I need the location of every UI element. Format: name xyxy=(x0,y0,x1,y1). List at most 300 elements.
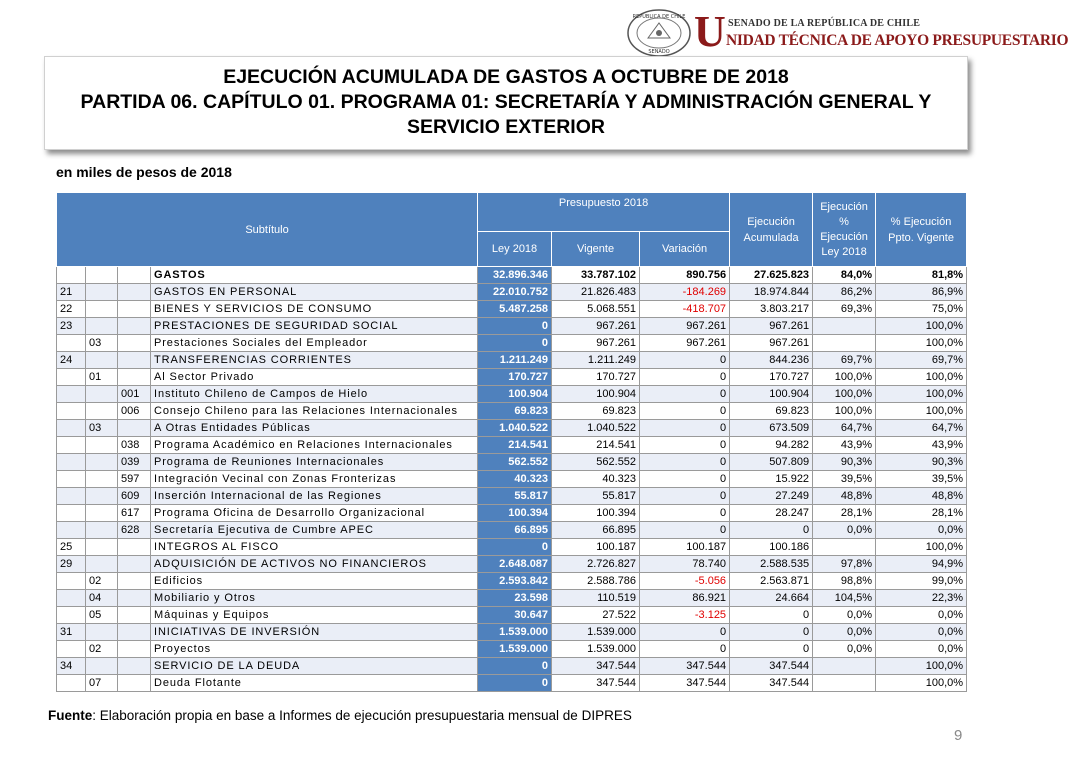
cell-variacion: 0 xyxy=(640,505,730,522)
cell-asignacion xyxy=(118,607,151,624)
cell-asignacion: 609 xyxy=(118,488,151,505)
cell-ley: 30.647 xyxy=(478,607,552,624)
cell-denominacion: INICIATIVAS DE INVERSIÓN xyxy=(151,624,478,641)
cell-ejecucion: 0 xyxy=(730,522,813,539)
cell-pct-ley: 0,0% xyxy=(813,522,876,539)
cell-variacion: 0 xyxy=(640,386,730,403)
cell-asignacion: 006 xyxy=(118,403,151,420)
title-line-1: EJECUCIÓN ACUMULADA DE GASTOS A OCTUBRE DE 2018 xyxy=(223,66,789,88)
cell-vigente: 2.726.827 xyxy=(552,556,640,573)
cell-item xyxy=(86,454,118,471)
cell-item xyxy=(86,539,118,556)
cell-item xyxy=(86,556,118,573)
header-pct-ley-line1: Ejecución xyxy=(820,200,868,213)
cell-denominacion: Edificios xyxy=(151,573,478,590)
cell-pct-ley: 0,0% xyxy=(813,607,876,624)
cell-ejecucion: 0 xyxy=(730,607,813,624)
cell-variacion: 78.740 xyxy=(640,556,730,573)
header-ley: Ley 2018 xyxy=(478,232,552,267)
cell-denominacion: ADQUISICIÓN DE ACTIVOS NO FINANCIEROS xyxy=(151,556,478,573)
cell-variacion: 967.261 xyxy=(640,335,730,352)
header-pct-ley-line3: Ejecución xyxy=(820,230,868,243)
cell-item xyxy=(86,318,118,335)
cell-pct-vigente: 64,7% xyxy=(876,420,967,437)
table-row xyxy=(57,573,967,590)
cell-ejecucion: 0 xyxy=(730,624,813,641)
seal-bottom-text: SENADO xyxy=(648,49,670,55)
header-vigente: Vigente xyxy=(552,232,640,267)
cell-item xyxy=(86,658,118,675)
cell-pct-vigente: 90,3% xyxy=(876,454,967,471)
cell-pct-vigente: 22,3% xyxy=(876,590,967,607)
cell-denominacion: Mobiliario y Otros xyxy=(151,590,478,607)
header-pct-ley-line2: % xyxy=(839,215,849,228)
cell-variacion: 0 xyxy=(640,624,730,641)
cell-pct-vigente: 100,0% xyxy=(876,335,967,352)
table-row xyxy=(57,505,967,522)
cell-ejecucion: 2.563.871 xyxy=(730,573,813,590)
table-row xyxy=(57,369,967,386)
cell-pct-ley: 69,3% xyxy=(813,301,876,318)
cell-denominacion: Al Sector Privado xyxy=(151,369,478,386)
table-row xyxy=(57,624,967,641)
units-subtitle: en miles de pesos de 2018 xyxy=(56,164,232,180)
cell-ejecucion: 27.625.823 xyxy=(730,267,813,284)
footer-label: Fuente xyxy=(48,708,93,723)
cell-pct-ley: 100,0% xyxy=(813,386,876,403)
cell-denominacion: PRESTACIONES DE SEGURIDAD SOCIAL xyxy=(151,318,478,335)
cell-ley: 1.539.000 xyxy=(478,641,552,658)
cell-asignacion xyxy=(118,641,151,658)
cell-subtitulo xyxy=(57,522,86,539)
cell-pct-vigente: 100,0% xyxy=(876,318,967,335)
cell-pct-vigente: 28,1% xyxy=(876,505,967,522)
header-pct-vigente xyxy=(876,193,967,267)
cell-ley: 0 xyxy=(478,675,552,692)
table-row xyxy=(57,522,967,539)
cell-subtitulo xyxy=(57,471,86,488)
cell-variacion: 347.544 xyxy=(640,658,730,675)
cell-asignacion xyxy=(118,590,151,607)
cell-subtitulo xyxy=(57,590,86,607)
cell-subtitulo xyxy=(57,454,86,471)
table-row xyxy=(57,658,967,675)
cell-vigente: 1.211.249 xyxy=(552,352,640,369)
cell-pct-ley: 100,0% xyxy=(813,369,876,386)
cell-denominacion: Integración Vecinal con Zonas Fronterizas xyxy=(151,471,478,488)
cell-pct-vigente: 0,0% xyxy=(876,624,967,641)
cell-variacion: 890.756 xyxy=(640,267,730,284)
cell-asignacion xyxy=(118,539,151,556)
cell-asignacion xyxy=(118,624,151,641)
title-line-2: PARTIDA 06. CAPÍTULO 01. PROGRAMA 01: SECRETARÍA Y ADMINISTRACIÓN GENERAL Y xyxy=(80,91,932,113)
cell-subtitulo xyxy=(57,267,86,284)
cell-subtitulo: 21 xyxy=(57,284,86,301)
cell-subtitulo: 31 xyxy=(57,624,86,641)
cell-ejecucion: 27.249 xyxy=(730,488,813,505)
cell-pct-vigente: 0,0% xyxy=(876,641,967,658)
cell-variacion: -3.125 xyxy=(640,607,730,624)
cell-pct-ley: 48,8% xyxy=(813,488,876,505)
cell-ejecucion: 18.974.844 xyxy=(730,284,813,301)
cell-asignacion xyxy=(118,301,151,318)
cell-subtitulo: 29 xyxy=(57,556,86,573)
cell-vigente: 21.826.483 xyxy=(552,284,640,301)
cell-denominacion: Programa de Reuniones Internacionales xyxy=(151,454,478,471)
cell-vigente: 100.187 xyxy=(552,539,640,556)
cell-pct-ley: 104,5% xyxy=(813,590,876,607)
table-row xyxy=(57,301,967,318)
cell-pct-ley xyxy=(813,675,876,692)
cell-ley: 23.598 xyxy=(478,590,552,607)
header-row-1 xyxy=(57,193,967,232)
cell-subtitulo xyxy=(57,488,86,505)
cell-denominacion: BIENES Y SERVICIOS DE CONSUMO xyxy=(151,301,478,318)
cell-asignacion xyxy=(118,267,151,284)
cell-asignacion xyxy=(118,369,151,386)
cell-ejecucion: 507.809 xyxy=(730,454,813,471)
cell-vigente: 347.544 xyxy=(552,658,640,675)
cell-denominacion: Máquinas y Equipos xyxy=(151,607,478,624)
cell-pct-vigente: 39,5% xyxy=(876,471,967,488)
cell-variacion: 0 xyxy=(640,420,730,437)
cell-asignacion: 617 xyxy=(118,505,151,522)
table-row xyxy=(57,607,967,624)
cell-ley: 0 xyxy=(478,539,552,556)
cell-ley: 5.487.258 xyxy=(478,301,552,318)
cell-asignacion xyxy=(118,284,151,301)
cell-denominacion: INTEGROS AL FISCO xyxy=(151,539,478,556)
table-row xyxy=(57,539,967,556)
cell-denominacion: Instituto Chileno de Campos de Hielo xyxy=(151,386,478,403)
cell-ejecucion: 2.588.535 xyxy=(730,556,813,573)
cell-variacion: 967.261 xyxy=(640,318,730,335)
cell-asignacion: 039 xyxy=(118,454,151,471)
cell-pct-ley: 0,0% xyxy=(813,641,876,658)
cell-subtitulo: 22 xyxy=(57,301,86,318)
cell-denominacion: Consejo Chileno para las Relaciones Internacionales xyxy=(151,403,478,420)
cell-subtitulo: 34 xyxy=(57,658,86,675)
cell-vigente: 1.539.000 xyxy=(552,641,640,658)
cell-ejecucion: 28.247 xyxy=(730,505,813,522)
cell-variacion: 0 xyxy=(640,641,730,658)
logo-unit-name: NIDAD TÉCNICA DE APOYO PRESUPUESTARIO xyxy=(726,32,1068,49)
cell-variacion: 0 xyxy=(640,471,730,488)
cell-ejecucion: 347.544 xyxy=(730,658,813,675)
cell-asignacion: 001 xyxy=(118,386,151,403)
cell-ley: 170.727 xyxy=(478,369,552,386)
cell-variacion: 100.187 xyxy=(640,539,730,556)
cell-item xyxy=(86,386,118,403)
table-row xyxy=(57,335,967,352)
cell-pct-ley xyxy=(813,335,876,352)
budget-table-body xyxy=(57,267,967,692)
cell-ley: 0 xyxy=(478,318,552,335)
header-pct-vig-line2: Ppto. Vigente xyxy=(888,231,954,244)
cell-denominacion: Deuda Flotante xyxy=(151,675,478,692)
table-row xyxy=(57,454,967,471)
cell-item: 07 xyxy=(86,675,118,692)
cell-item xyxy=(86,522,118,539)
cell-item xyxy=(86,471,118,488)
cell-asignacion xyxy=(118,352,151,369)
header-subtitulo: Subtítulo xyxy=(57,193,478,267)
cell-item: 05 xyxy=(86,607,118,624)
cell-variacion: 0 xyxy=(640,369,730,386)
cell-vigente: 100.904 xyxy=(552,386,640,403)
cell-item xyxy=(86,505,118,522)
cell-vigente: 1.539.000 xyxy=(552,624,640,641)
cell-subtitulo xyxy=(57,403,86,420)
cell-item xyxy=(86,352,118,369)
cell-ejecucion: 347.544 xyxy=(730,675,813,692)
table-row xyxy=(57,420,967,437)
cell-pct-ley: 39,5% xyxy=(813,471,876,488)
cell-variacion: -184.269 xyxy=(640,284,730,301)
cell-variacion: -5.056 xyxy=(640,573,730,590)
cell-pct-ley: 69,7% xyxy=(813,352,876,369)
cell-ley: 0 xyxy=(478,658,552,675)
cell-asignacion xyxy=(118,658,151,675)
cell-pct-vigente: 0,0% xyxy=(876,522,967,539)
cell-item: 02 xyxy=(86,573,118,590)
header-pct-ley-line4: Ley 2018 xyxy=(821,245,867,258)
cell-ejecucion: 94.282 xyxy=(730,437,813,454)
cell-vigente: 27.522 xyxy=(552,607,640,624)
cell-ley: 1.211.249 xyxy=(478,352,552,369)
cell-pct-ley: 86,2% xyxy=(813,284,876,301)
cell-subtitulo xyxy=(57,420,86,437)
source-footer xyxy=(48,708,632,723)
cell-variacion: 0 xyxy=(640,522,730,539)
cell-ejecucion: 100.186 xyxy=(730,539,813,556)
cell-ley: 100.394 xyxy=(478,505,552,522)
table-row xyxy=(57,352,967,369)
cell-item: 01 xyxy=(86,369,118,386)
header-presupuesto: Presupuesto 2018 xyxy=(478,193,730,232)
cell-vigente: 1.040.522 xyxy=(552,420,640,437)
cell-item: 04 xyxy=(86,590,118,607)
cell-pct-vigente: 100,0% xyxy=(876,403,967,420)
cell-denominacion: Programa Académico en Relaciones Internacionales xyxy=(151,437,478,454)
cell-denominacion: GASTOS EN PERSONAL xyxy=(151,284,478,301)
cell-item: 02 xyxy=(86,641,118,658)
cell-vigente: 33.787.102 xyxy=(552,267,640,284)
cell-pct-vigente: 99,0% xyxy=(876,573,967,590)
cell-vigente: 55.817 xyxy=(552,488,640,505)
cell-ley: 0 xyxy=(478,335,552,352)
cell-ejecucion: 3.803.217 xyxy=(730,301,813,318)
title-box xyxy=(44,56,968,150)
cell-subtitulo xyxy=(57,607,86,624)
senate-seal-icon xyxy=(626,8,692,58)
cell-vigente: 100.394 xyxy=(552,505,640,522)
cell-subtitulo: 24 xyxy=(57,352,86,369)
cell-asignacion xyxy=(118,335,151,352)
header-pct-ley xyxy=(813,193,876,267)
header-ejec-acum-line2: Acumulada xyxy=(743,231,799,244)
cell-ejecucion: 170.727 xyxy=(730,369,813,386)
cell-asignacion: 628 xyxy=(118,522,151,539)
cell-item: 03 xyxy=(86,420,118,437)
table-row xyxy=(57,267,967,284)
cell-ley: 2.593.842 xyxy=(478,573,552,590)
seal-top-text: REPUBLICA DE CHILE xyxy=(632,14,686,20)
cell-pct-ley: 100,0% xyxy=(813,403,876,420)
cell-variacion: 0 xyxy=(640,437,730,454)
title-line-3: SERVICIO EXTERIOR xyxy=(407,116,605,138)
cell-variacion: -418.707 xyxy=(640,301,730,318)
cell-variacion: 86.921 xyxy=(640,590,730,607)
cell-item xyxy=(86,301,118,318)
cell-ley: 2.648.087 xyxy=(478,556,552,573)
cell-ley: 1.539.000 xyxy=(478,624,552,641)
cell-variacion: 0 xyxy=(640,352,730,369)
cell-pct-ley xyxy=(813,658,876,675)
cell-asignacion xyxy=(118,675,151,692)
cell-ejecucion: 0 xyxy=(730,641,813,658)
cell-pct-ley: 90,3% xyxy=(813,454,876,471)
cell-asignacion xyxy=(118,573,151,590)
cell-pct-vigente: 48,8% xyxy=(876,488,967,505)
cell-vigente: 967.261 xyxy=(552,335,640,352)
cell-variacion: 0 xyxy=(640,403,730,420)
cell-denominacion: SERVICIO DE LA DEUDA xyxy=(151,658,478,675)
cell-item xyxy=(86,403,118,420)
cell-pct-vigente: 94,9% xyxy=(876,556,967,573)
cell-denominacion: Inserción Internacional de las Regiones xyxy=(151,488,478,505)
cell-subtitulo xyxy=(57,369,86,386)
cell-denominacion: Proyectos xyxy=(151,641,478,658)
logo-senate-name: SENADO DE LA REPÚBLICA DE CHILE xyxy=(728,18,921,29)
cell-vigente: 2.588.786 xyxy=(552,573,640,590)
cell-subtitulo xyxy=(57,641,86,658)
table-row xyxy=(57,675,967,692)
cell-item: 03 xyxy=(86,335,118,352)
cell-ley: 100.904 xyxy=(478,386,552,403)
cell-pct-ley: 28,1% xyxy=(813,505,876,522)
cell-ejecucion: 673.509 xyxy=(730,420,813,437)
header-ejecucion-acumulada xyxy=(730,193,813,267)
cell-subtitulo xyxy=(57,437,86,454)
table-row xyxy=(57,284,967,301)
cell-item xyxy=(86,267,118,284)
page-number: 9 xyxy=(954,727,963,744)
cell-vigente: 562.552 xyxy=(552,454,640,471)
cell-pct-vigente: 100,0% xyxy=(876,369,967,386)
logo-letter: U xyxy=(694,7,726,56)
cell-item xyxy=(86,488,118,505)
cell-pct-ley: 0,0% xyxy=(813,624,876,641)
cell-item xyxy=(86,284,118,301)
table-row xyxy=(57,641,967,658)
cell-vigente: 170.727 xyxy=(552,369,640,386)
cell-asignacion xyxy=(118,318,151,335)
cell-ley: 69.823 xyxy=(478,403,552,420)
cell-denominacion: Secretaría Ejecutiva de Cumbre APEC xyxy=(151,522,478,539)
cell-ejecucion: 967.261 xyxy=(730,318,813,335)
header-ejec-acum-line1: Ejecución xyxy=(747,215,795,228)
table-row xyxy=(57,488,967,505)
cell-pct-vigente: 75,0% xyxy=(876,301,967,318)
cell-vigente: 347.544 xyxy=(552,675,640,692)
cell-vigente: 967.261 xyxy=(552,318,640,335)
cell-pct-vigente: 0,0% xyxy=(876,607,967,624)
cell-subtitulo: 23 xyxy=(57,318,86,335)
cell-asignacion: 597 xyxy=(118,471,151,488)
cell-pct-ley: 84,0% xyxy=(813,267,876,284)
cell-variacion: 0 xyxy=(640,454,730,471)
cell-ejecucion: 24.664 xyxy=(730,590,813,607)
cell-asignacion xyxy=(118,556,151,573)
cell-item xyxy=(86,624,118,641)
cell-ley: 562.552 xyxy=(478,454,552,471)
cell-variacion: 0 xyxy=(640,488,730,505)
cell-pct-vigente: 100,0% xyxy=(876,658,967,675)
cell-pct-vigente: 86,9% xyxy=(876,284,967,301)
cell-vigente: 214.541 xyxy=(552,437,640,454)
table-row xyxy=(57,437,967,454)
cell-ejecucion: 15.922 xyxy=(730,471,813,488)
cell-subtitulo xyxy=(57,386,86,403)
cell-variacion: 347.544 xyxy=(640,675,730,692)
cell-ley: 55.817 xyxy=(478,488,552,505)
table-row xyxy=(57,403,967,420)
cell-ley: 32.896.346 xyxy=(478,267,552,284)
cell-item xyxy=(86,437,118,454)
cell-denominacion: TRANSFERENCIAS CORRIENTES xyxy=(151,352,478,369)
header-pct-vig-line1: % Ejecución xyxy=(890,215,952,228)
cell-pct-vigente: 69,7% xyxy=(876,352,967,369)
cell-vigente: 110.519 xyxy=(552,590,640,607)
footer-text: : Elaboración propia en base a Informes de ejecución presupuestaria mensual de DIPRES xyxy=(92,708,632,723)
cell-subtitulo: 25 xyxy=(57,539,86,556)
cell-subtitulo xyxy=(57,505,86,522)
cell-ejecucion: 967.261 xyxy=(730,335,813,352)
cell-pct-ley: 43,9% xyxy=(813,437,876,454)
cell-ley: 22.010.752 xyxy=(478,284,552,301)
cell-pct-vigente: 100,0% xyxy=(876,386,967,403)
cell-vigente: 66.895 xyxy=(552,522,640,539)
cell-vigente: 5.068.551 xyxy=(552,301,640,318)
table-row xyxy=(57,590,967,607)
cell-denominacion: Prestaciones Sociales del Empleador xyxy=(151,335,478,352)
cell-denominacion: GASTOS xyxy=(151,267,478,284)
cell-pct-ley xyxy=(813,539,876,556)
cell-pct-ley: 64,7% xyxy=(813,420,876,437)
cell-subtitulo xyxy=(57,573,86,590)
cell-asignacion: 038 xyxy=(118,437,151,454)
table-row xyxy=(57,318,967,335)
cell-pct-ley: 98,8% xyxy=(813,573,876,590)
cell-pct-ley xyxy=(813,318,876,335)
cell-vigente: 69.823 xyxy=(552,403,640,420)
cell-ley: 214.541 xyxy=(478,437,552,454)
cell-pct-vigente: 81,8% xyxy=(876,267,967,284)
cell-asignacion xyxy=(118,420,151,437)
cell-vigente: 40.323 xyxy=(552,471,640,488)
cell-subtitulo xyxy=(57,335,86,352)
cell-pct-vigente: 100,0% xyxy=(876,539,967,556)
cell-ejecucion: 69.823 xyxy=(730,403,813,420)
cell-denominacion: A Otras Entidades Públicas xyxy=(151,420,478,437)
table-row xyxy=(57,386,967,403)
cell-ley: 40.323 xyxy=(478,471,552,488)
table-row xyxy=(57,471,967,488)
cell-ley: 66.895 xyxy=(478,522,552,539)
cell-ley: 1.040.522 xyxy=(478,420,552,437)
cell-ejecucion: 844.236 xyxy=(730,352,813,369)
